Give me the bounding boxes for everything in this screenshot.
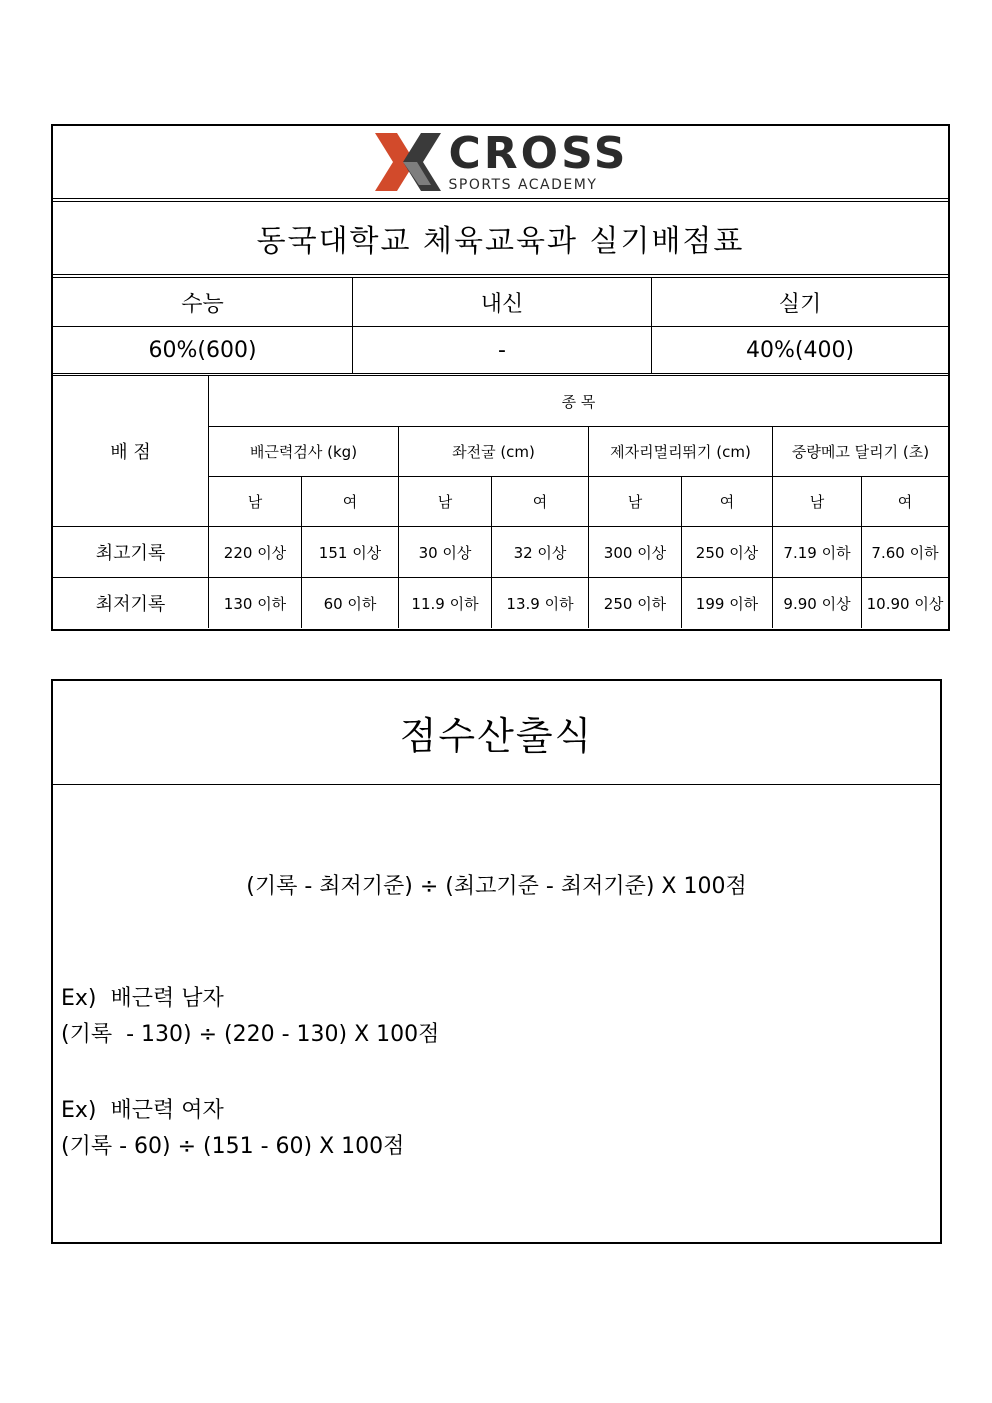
table-cell: 32 이상 — [491, 526, 588, 577]
row-header-baejeom: 배 점 — [110, 442, 151, 463]
row-label-best: 최고기록 — [53, 526, 208, 577]
example-1-label: Ex) 배근력 남자 — [61, 986, 224, 1011]
event-header-standing-jump: 제자리멀리뛰기 (cm) — [588, 426, 772, 476]
page-title: 동국대학교 체육교육과 실기배점표 — [53, 202, 948, 278]
ratio-header-suneung: 수능 — [181, 291, 224, 317]
row-label-lowest: 최저기록 — [53, 577, 208, 628]
logo-subtitle-text: SPORTS ACADEMY — [448, 177, 598, 193]
score-table — [53, 373, 948, 629]
formula-box — [51, 679, 942, 1244]
table-cell: 13.9 이하 — [491, 577, 588, 628]
event-header-sit-reach: 좌전굴 (cm) — [398, 426, 588, 476]
group-header-events: 종 목 — [208, 376, 948, 426]
gender-header: 남 — [772, 476, 861, 526]
gender-header: 여 — [491, 476, 588, 526]
gender-header: 여 — [301, 476, 398, 526]
score-sheet — [51, 124, 950, 631]
logo-brand-text: CROSS — [448, 128, 629, 179]
table-cell: 9.90 이상 — [772, 577, 861, 628]
ratio-header-row — [53, 278, 948, 327]
ratio-header-silgi: 실기 — [651, 278, 948, 326]
table-cell: 300 이상 — [588, 526, 681, 577]
ratio-value-naesin: - — [352, 327, 651, 373]
example-2-label: Ex) 배근력 여자 — [61, 1098, 224, 1123]
table-cell: 60 이하 — [301, 577, 398, 628]
table-cell: 30 이상 — [398, 526, 491, 577]
table-cell: 10.90 이상 — [861, 577, 948, 628]
event-header-weighted-run: 중량메고 달리기 (초) — [772, 426, 948, 476]
ratio-value-silgi: 40%(400) — [651, 327, 948, 373]
example-2-expr: (기록 - 60) ÷ (151 - 60) X 100점 — [61, 1134, 405, 1159]
ratio-header-naesin: 내신 — [352, 278, 651, 326]
gender-header: 남 — [208, 476, 301, 526]
ratio-value-suneung: 60%(600) — [148, 337, 257, 363]
table-cell: 250 이하 — [588, 577, 681, 628]
table-cell: 11.9 이하 — [398, 577, 491, 628]
gender-header: 남 — [588, 476, 681, 526]
table-cell: 151 이상 — [301, 526, 398, 577]
gender-header: 여 — [861, 476, 948, 526]
cross-x-icon — [373, 131, 443, 193]
example-1-expr: (기록 - 130) ÷ (220 - 130) X 100점 — [61, 1022, 440, 1047]
ratio-value-row — [53, 327, 948, 373]
formula-title: 점수산출식 — [53, 681, 940, 785]
table-cell: 130 이하 — [208, 577, 301, 628]
formula-main: (기록 - 최저기준) ÷ (최고기준 - 최저기준) X 100점 — [246, 874, 747, 899]
cross-logo — [373, 128, 629, 193]
table-cell: 220 이상 — [208, 526, 301, 577]
event-header-back-strength: 배근력검사 (kg) — [208, 426, 398, 476]
table-cell: 250 이상 — [681, 526, 772, 577]
table-cell: 7.60 이하 — [861, 526, 948, 577]
table-cell: 199 이하 — [681, 577, 772, 628]
table-cell: 7.19 이하 — [772, 526, 861, 577]
gender-header: 남 — [398, 476, 491, 526]
gender-header: 여 — [681, 476, 772, 526]
logo-row — [53, 126, 948, 202]
